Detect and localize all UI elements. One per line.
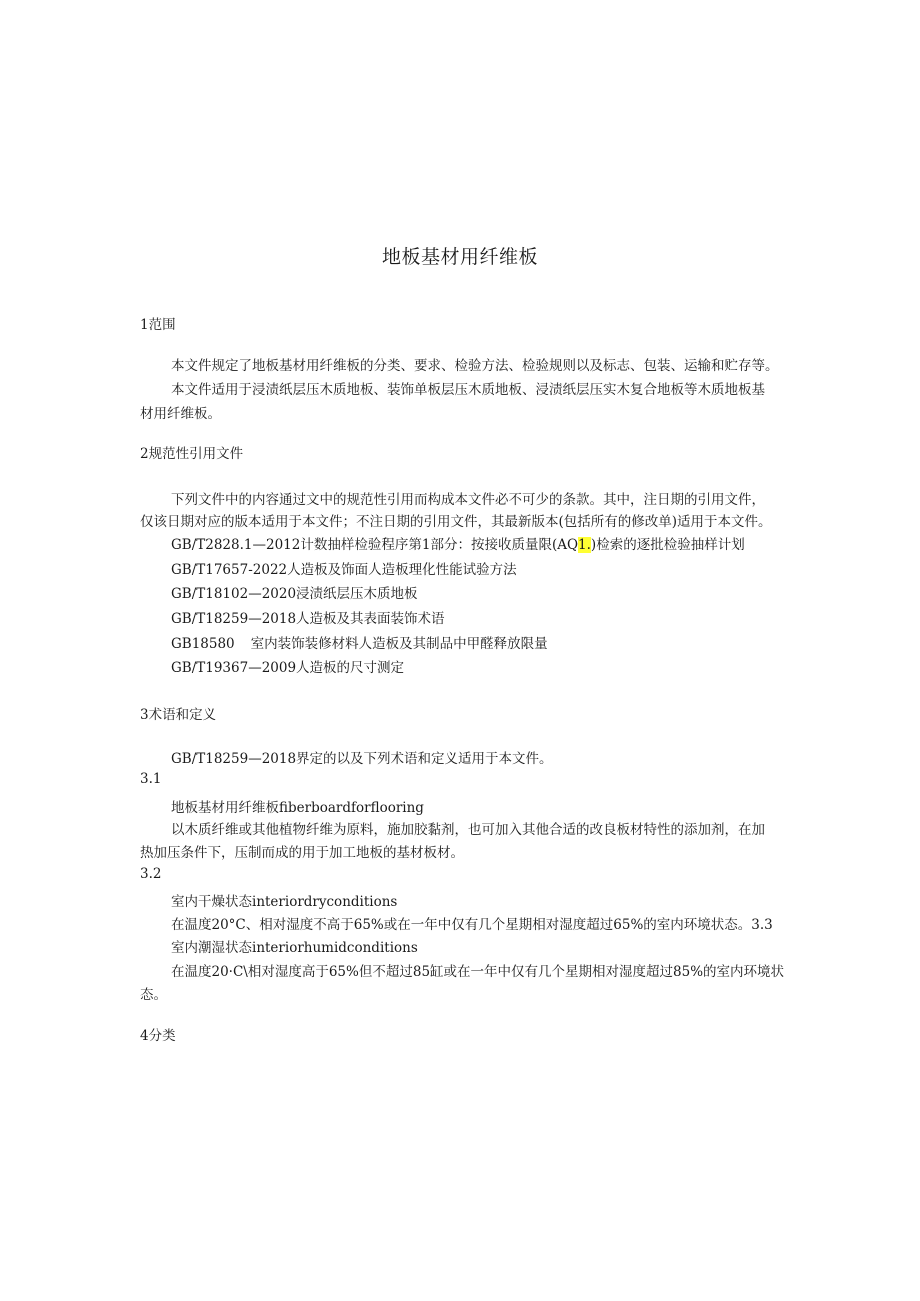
scope-paragraph-1: 本文件规定了地板基材用纤维板的分类、要求、检验方法、检验规则以及标志、包装、运输和贮存等。 [171, 358, 779, 374]
term-title-3-3: 室内潮湿状态interiorhumidconditions [171, 940, 418, 956]
reference-item-gb18580 [171, 632, 548, 652]
reference-item-gbt19367: GB/T19367—2009人造板的尺寸测定 [171, 660, 405, 676]
term-definition-3-3-line-1: 在温度20·C\相对湿度高于65%但不超过85缸或在一年中仅有几个星期相对湿度超过85%的室内环境状 [171, 964, 785, 980]
reference-title: 室内装饰装修材料人造板及其制品中甲醛释放限量 [250, 636, 548, 652]
term-number-3-2: 3.2 [140, 866, 162, 882]
normative-refs-intro-line-2: 仅该日期对应的版本适用于本文件；不注日期的引用文件，其最新版本(包括所有的修改单)适用于本文件。 [140, 514, 772, 530]
reference-item-gbt18259: GB/T18259—2018人造板及其表面装饰术语 [171, 611, 445, 627]
reference-code: GB18580 [171, 636, 235, 652]
term-title-3-2: 室内干燥状态interiordryconditions [171, 894, 398, 910]
highlighted-text: 1. [578, 537, 591, 553]
reference-item-gbt2828 [171, 533, 745, 553]
normative-refs-intro-line-1: 下列文件中的内容通过文中的规范性引用而构成本文件必不可少的条款。其中，注日期的引用文件， [171, 492, 765, 508]
term-title-3-1: 地板基材用纤维板fiberboardforflooring [171, 800, 424, 816]
reference-item-gbt18102: GB/T18102—2020浸渍纸层压木质地板 [171, 586, 418, 602]
terms-intro: GB/T18259—2018界定的以及下列术语和定义适用于本文件。 [171, 751, 553, 767]
section-4-heading: 4分类 [140, 1028, 176, 1044]
section-3-heading: 3术语和定义 [140, 707, 217, 723]
section-1-heading: 1范围 [140, 317, 176, 333]
scope-paragraph-2-line-2: 材用纤维板。 [140, 406, 221, 422]
term-definition-3-1-line-2: 热加压条件下，压制而成的用于加工地板的基材板材。 [140, 845, 464, 861]
term-definition-3-3-line-2: 态。 [140, 987, 167, 1003]
scope-paragraph-2-line-1: 本文件适用于浸渍纸层压木质地板、装饰单板层压木质地板、浸渍纸层压实木复合地板等木质地板基 [171, 382, 765, 398]
reference-text-continued: )检索的逐批检验抽样计划 [590, 537, 745, 553]
term-number-3-1: 3.1 [140, 771, 162, 787]
term-definition-3-1-line-1: 以木质纤维或其他植物纤维为原料，施加胶黏剂，也可加入其他合适的改良板材特性的添加剂，在加 [171, 822, 765, 838]
reference-item-gbt17657: GB/T17657-2022人造板及饰面人造板理化性能试验方法 [171, 562, 517, 578]
section-2-heading: 2规范性引用文件 [140, 446, 244, 462]
term-definition-3-2: 在温度20°C、相对湿度不高于65%或在一年中仅有几个星期相对湿度超过65%的室内环境状态。3.3 [171, 917, 773, 933]
reference-text: GB/T2828.1—2012计数抽样检验程序第1部分：按接收质量限(AQ [171, 537, 579, 553]
document-title: 地板基材用纤维板 [381, 246, 538, 268]
